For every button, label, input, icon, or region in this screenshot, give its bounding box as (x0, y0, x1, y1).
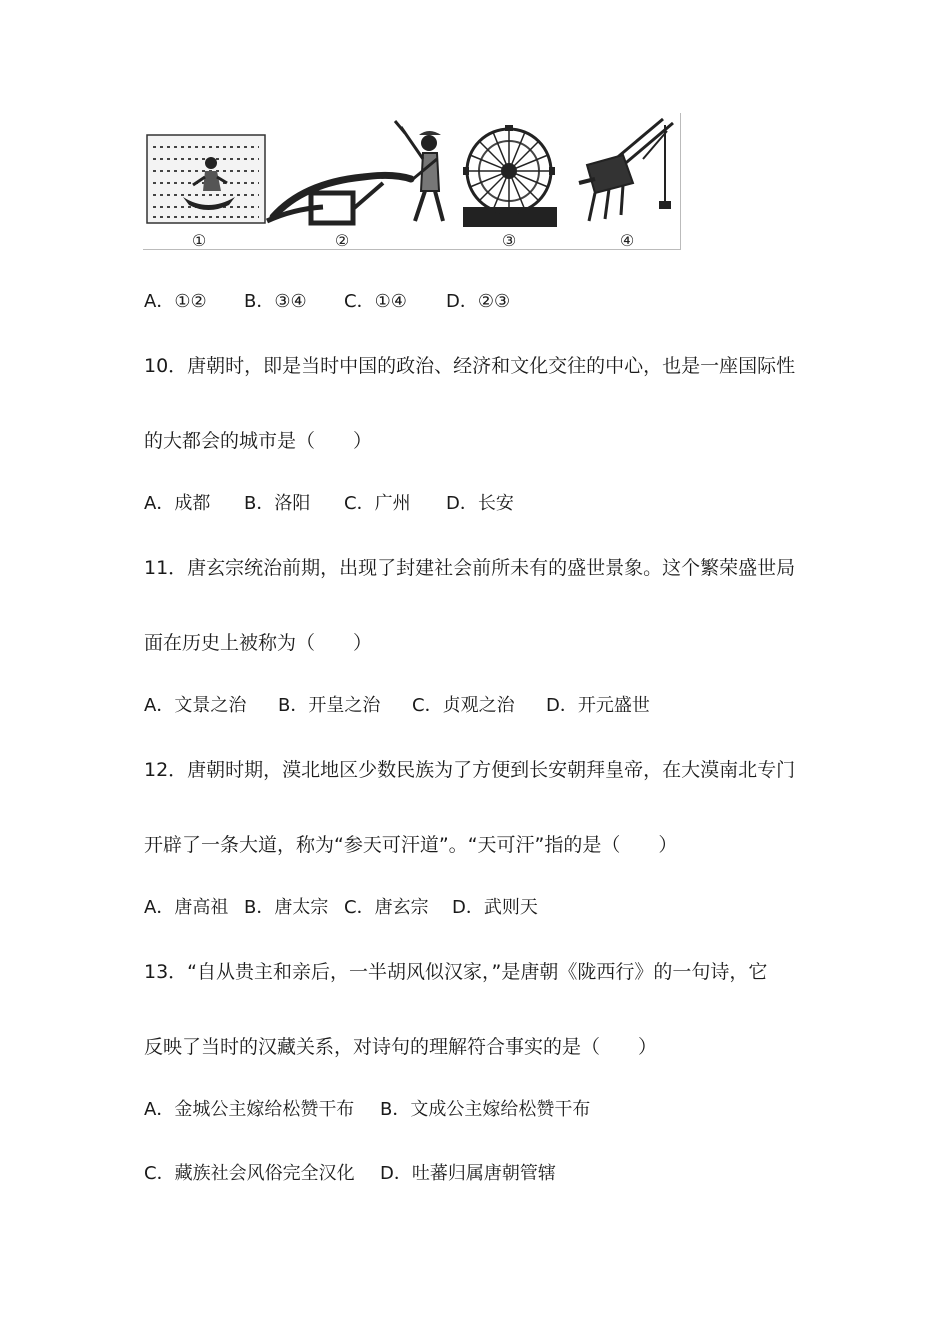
q11-option-a: A．文景之治 (144, 695, 247, 716)
q10-option-a: A．成都 (144, 493, 211, 514)
q10-option-c: C．广州 (344, 493, 411, 514)
q13-option-c: C．藏族社会风俗完全汉化 (144, 1163, 355, 1184)
q9-option-a: A．①② (144, 291, 207, 312)
q13-options-row1 (144, 1098, 590, 1122)
q11-stem-line2: 面在历史上被称为（ ） (144, 632, 373, 654)
q13-options-row2 (144, 1162, 556, 1186)
q11-stem-line1: 11．唐玄宗统治前期，出现了封建社会前所未有的盛世景象。这个繁荣盛世局 (144, 557, 796, 579)
figure-label-4: ④ (619, 231, 635, 249)
q12-options (144, 896, 538, 920)
water-wheel-image (463, 125, 557, 227)
plough-image (267, 121, 443, 223)
q13-option-b: B．文成公主嫁给松赞干布 (380, 1099, 591, 1120)
q13-option-a: A．金城公主嫁给松赞干布 (144, 1099, 355, 1120)
seed-drill-image (579, 119, 673, 221)
sowing-scene-image (147, 135, 265, 223)
q11-option-c: C．贞观之治 (412, 695, 515, 716)
q9-option-c: C．①④ (344, 291, 407, 312)
q9-option-b: B．③④ (244, 291, 307, 312)
q9-option-d: D．②③ (446, 291, 511, 312)
farming-tools-figure (143, 113, 681, 250)
figure-label-3: ③ (501, 231, 517, 249)
q12-option-b: B．唐太宗 (244, 897, 329, 918)
q12-option-c: C．唐玄宗 (344, 897, 429, 918)
q10-stem-line2: 的大都会的城市是（ ） (144, 430, 373, 452)
q12-option-a: A．唐高祖 (144, 897, 229, 918)
q10-option-b: B．洛阳 (244, 493, 311, 514)
q12-stem-line2: 开辟了一条大道，称为“参天可汗道”。“天可汗”指的是（ ） (144, 834, 678, 856)
q10-stem-line1: 10．唐朝时，即是当时中国的政治、经济和文化交往的中心，也是一座国际性 (144, 355, 796, 377)
figure-label-2: ② (334, 231, 350, 249)
q12-stem-line1: 12．唐朝时期，漠北地区少数民族为了方便到长安朝拜皇帝，在大漠南北专门 (144, 759, 796, 781)
q11-options (144, 694, 650, 718)
q13-stem-line1: 13．“自从贵主和亲后，一半胡风似汉家，”是唐朝《陇西行》的一句诗，它 (144, 961, 768, 983)
q11-option-b: B．开皇之治 (278, 695, 381, 716)
q10-options (144, 492, 514, 516)
figure-label-1: ① (191, 231, 207, 249)
q13-option-d: D．吐蕃归属唐朝管辖 (380, 1163, 556, 1184)
q9-options (144, 290, 510, 314)
q10-option-d: D．长安 (446, 493, 514, 514)
q13-stem-line2: 反映了当时的汉藏关系，对诗句的理解符合事实的是（ ） (144, 1036, 658, 1058)
q12-option-d: D．武则天 (452, 897, 538, 918)
q11-option-d: D．开元盛世 (546, 695, 650, 716)
farming-tools-illustration (143, 113, 680, 249)
